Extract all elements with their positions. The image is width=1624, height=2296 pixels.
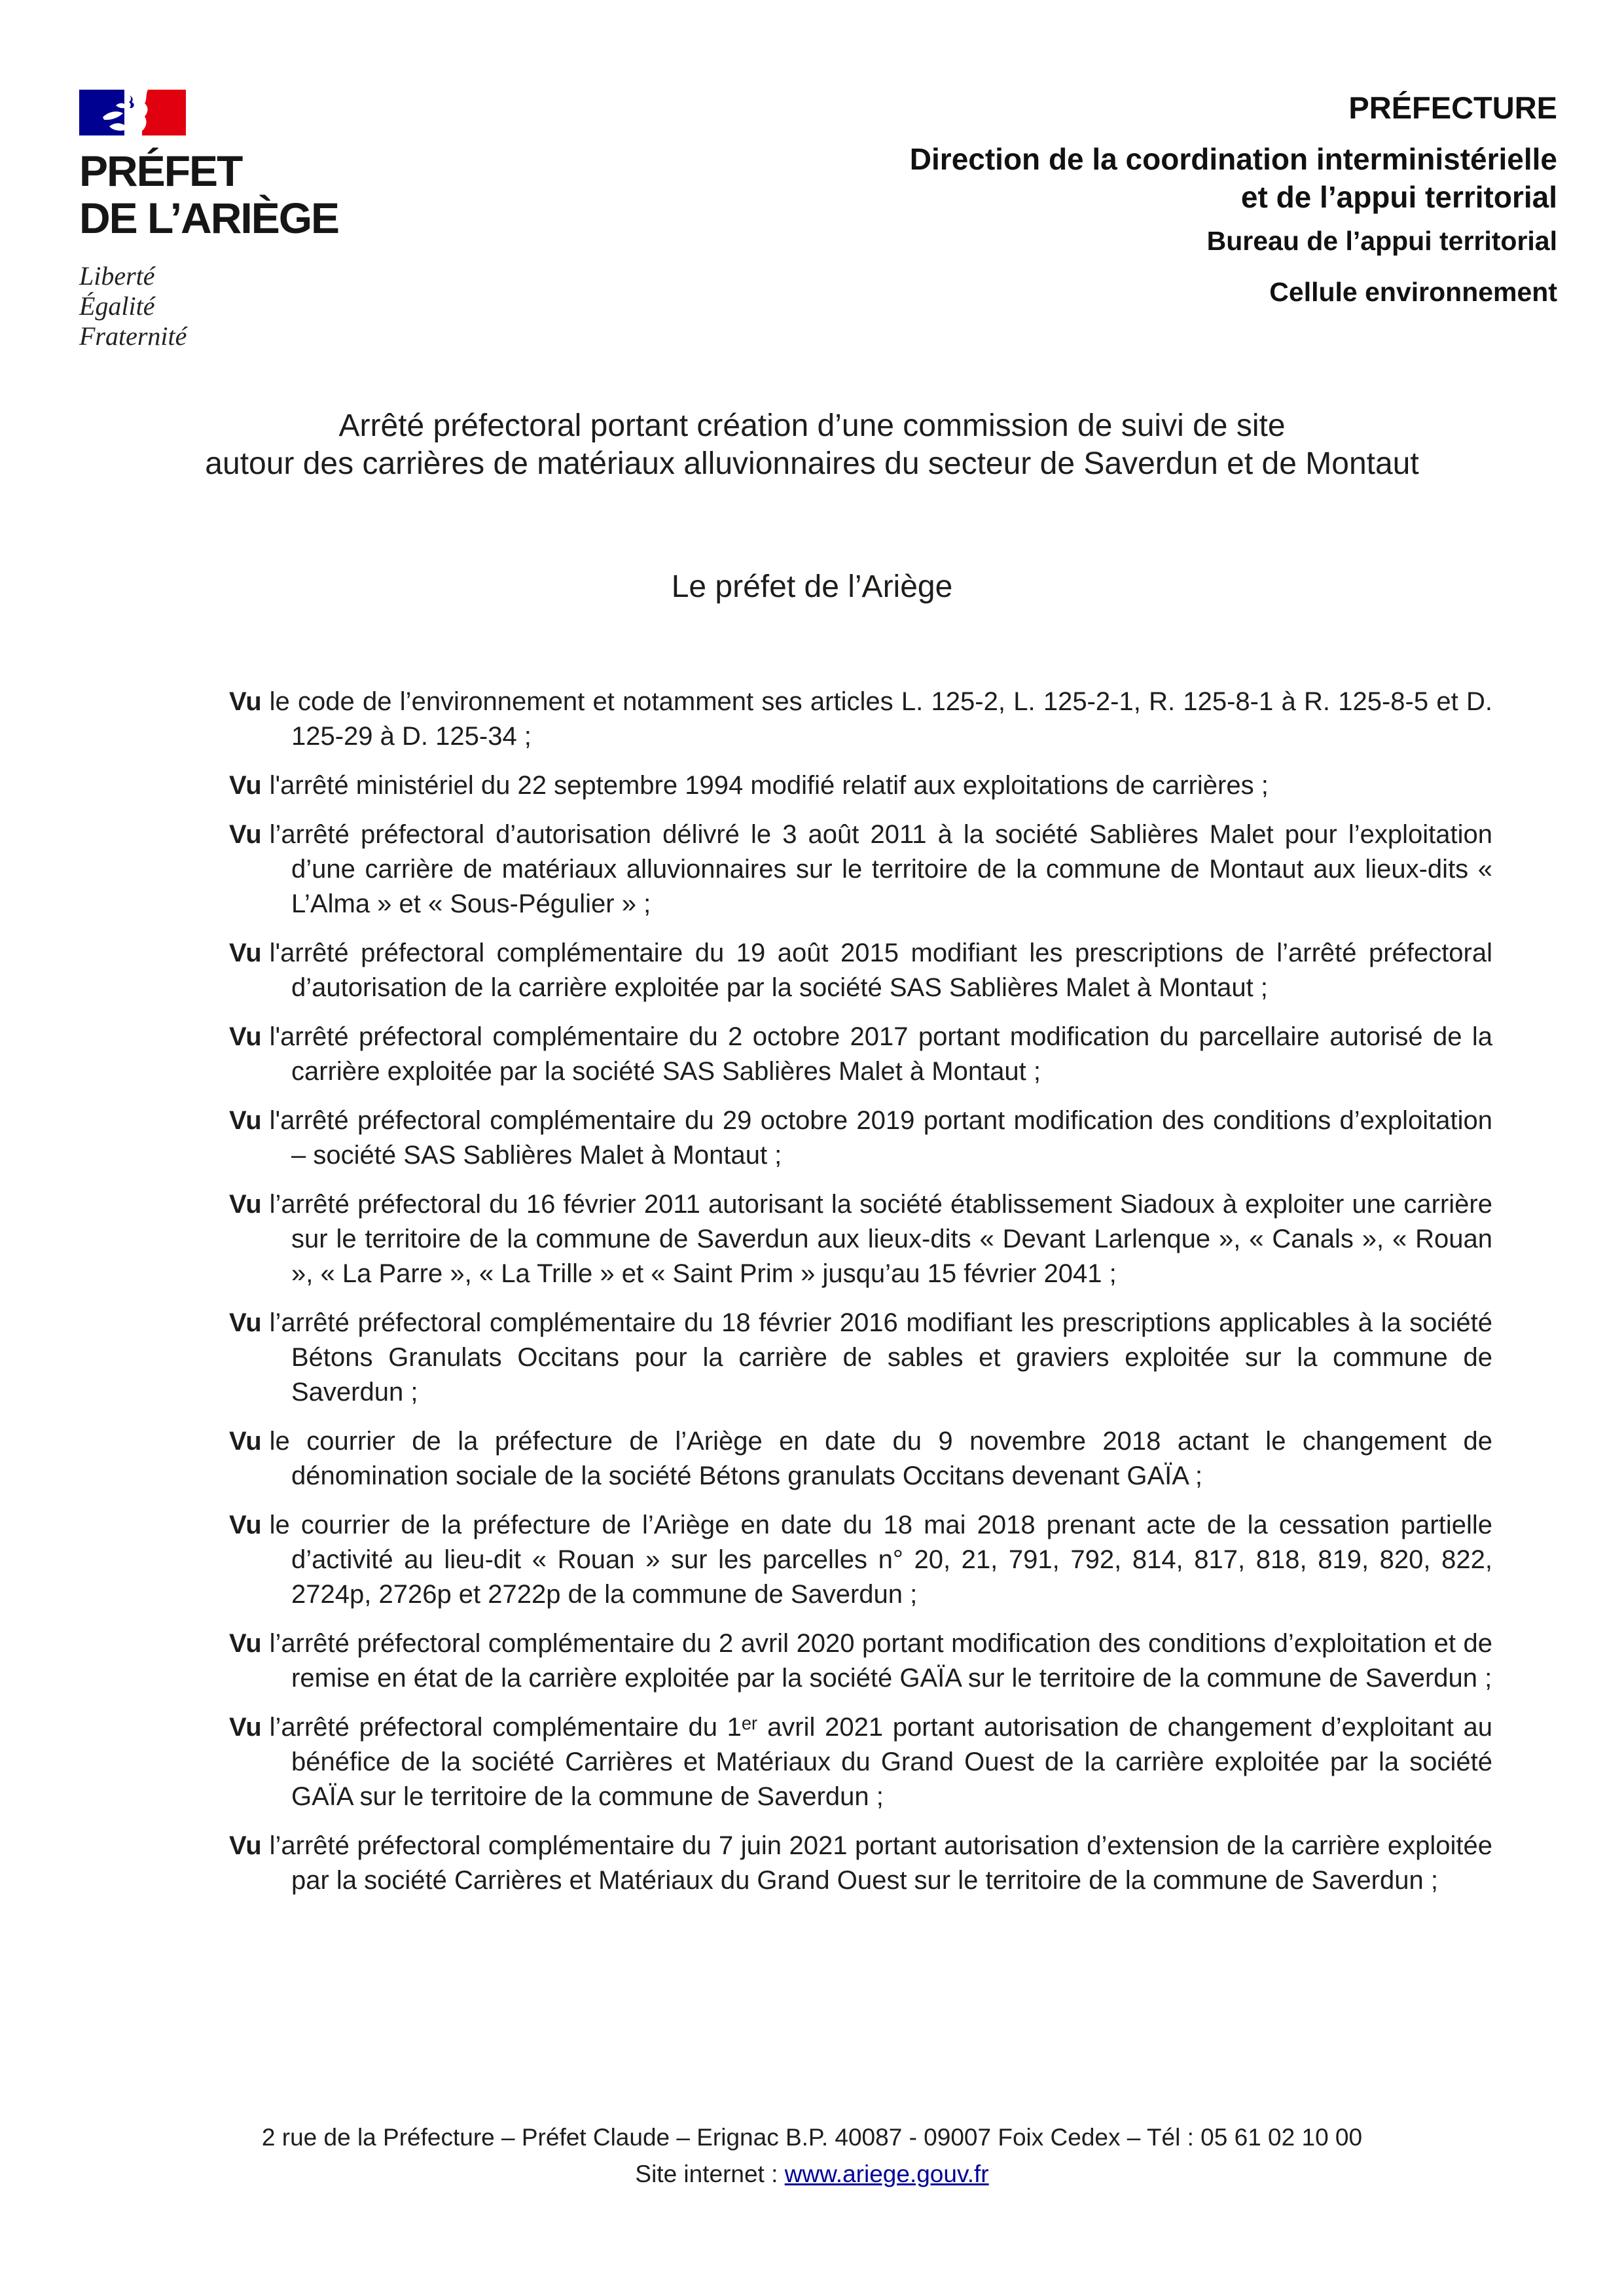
motto-liberte: Liberté xyxy=(79,261,155,291)
service-cellule: Cellule environnement xyxy=(1269,277,1557,307)
footer-address: 2 rue de la Préfecture – Préfet Claude – Erignac B.P. 40087 - 09007 Foix Cedex – Tél : 05 61 02 10 00 xyxy=(261,2124,1363,2151)
vu-label: Vu xyxy=(229,1308,262,1337)
vu-label: Vu xyxy=(229,771,262,800)
vu-text: l'arrêté préfectoral complémentaire du 2 octobre 2017 portant modification du parcellaire autorisé de la carrière exploitée par la société SAS Sablières Malet à Montaut ; xyxy=(269,1022,1492,1086)
vu-text: l’arrêté préfectoral complémentaire du 18 février 2016 modifiant les prescriptions applicables à la société Bétons Granulats Occitans pour la carrière de sables et graviers exploitée sur la commune de Saverdun ; xyxy=(269,1308,1492,1407)
vu-paragraph xyxy=(229,1829,1492,1898)
service-prefecture: PRÉFECTURE xyxy=(1348,90,1557,125)
footer-website-label: Site internet : xyxy=(635,2161,785,2187)
document-title xyxy=(0,407,1624,483)
logo-title xyxy=(79,147,338,242)
marianne-flag-icon xyxy=(79,90,186,135)
footer-website-line xyxy=(0,2156,1624,2193)
vu-text: l’arrêté préfectoral complémentaire du 2 avril 2020 portant modification des conditions d’exploitation et de remise en état de la carrière exploitée par la société GAÏA sur le territoire de la commune de Saverdun ; xyxy=(269,1629,1492,1693)
service-bureau: Bureau de l’appui territorial xyxy=(1206,226,1557,256)
vu-label: Vu xyxy=(229,1106,262,1135)
vu-label: Vu xyxy=(229,1713,262,1742)
vu-paragraph xyxy=(229,1306,1492,1410)
vu-paragraph xyxy=(229,936,1492,1005)
vu-label: Vu xyxy=(229,1427,262,1456)
vu-label: Vu xyxy=(229,820,262,849)
vu-text: l'arrêté ministériel du 22 septembre 1994 modifié relatif aux exploitations de carrières ; xyxy=(269,771,1269,800)
document-title-line2: autour des carrières de matériaux alluvionnaires du secteur de Saverdun et de Montaut xyxy=(205,446,1419,481)
motto-fraternite: Fraternité xyxy=(79,321,187,351)
vu-label: Vu xyxy=(229,939,262,967)
page-footer xyxy=(0,2119,1624,2193)
logo-title-line1: PRÉFET xyxy=(79,147,242,195)
vu-paragraph xyxy=(229,1103,1492,1173)
vu-label: Vu xyxy=(229,1831,262,1860)
vu-paragraph xyxy=(229,1508,1492,1612)
vu-text: l’arrêté préfectoral d’autorisation délivré le 3 août 2011 à la société Sablières Malet pour l’exploitation d’une carrière de matériaux alluvionnaires sur le territoire de la commune de Montaut aux lieux-dits « L’Alma » et « Sous-Pégulier » ; xyxy=(269,820,1492,918)
service-direction-line1: Direction de la coordination interministérielle xyxy=(909,142,1557,176)
vu-label: Vu xyxy=(229,1022,262,1051)
vu-text: l'arrêté préfectoral complémentaire du 19 août 2015 modifiant les prescriptions de l’arrêté préfectoral d’autorisation de la carrière exploitée par la société SAS Sablières Malet à Montaut ; xyxy=(269,939,1492,1002)
vu-text: l'arrêté préfectoral complémentaire du 29 octobre 2019 portant modification des conditions d’exploitation – société SAS Sablières Malet à Montaut ; xyxy=(269,1106,1492,1170)
vu-paragraph xyxy=(229,1424,1492,1494)
service-direction-line2: et de l’appui territorial xyxy=(1240,180,1557,214)
vu-paragraph xyxy=(229,1710,1492,1814)
vu-text: le code de l’environnement et notamment ses articles L. 125-2, L. 125-2-1, R. 125-8-1 à R. 125-8-5 et D. 125-29 à D. 125-34 ; xyxy=(269,687,1492,751)
issuing-service-block xyxy=(910,92,1557,306)
republic-logo xyxy=(79,90,338,351)
vu-paragraph xyxy=(229,768,1492,803)
vu-text: le courrier de la préfecture de l’Ariège en date du 9 novembre 2018 actant le changement de dénomination sociale de la société Bétons granulats Occitans devenant GAÏA ; xyxy=(269,1427,1492,1490)
vu-paragraph xyxy=(229,1020,1492,1089)
vu-label: Vu xyxy=(229,1511,262,1539)
vu-paragraph xyxy=(229,685,1492,754)
motto-egalite: Égalité xyxy=(79,291,155,321)
republic-motto xyxy=(79,261,338,351)
footer-website-link[interactable]: www.ariege.gouv.fr xyxy=(784,2161,989,2187)
vu-label: Vu xyxy=(229,687,262,716)
document-subtitle: Le préfet de l’Ariège xyxy=(671,569,953,604)
vu-text: l’arrêté préfectoral complémentaire du 7 juin 2021 portant autorisation d’extension de la carrière exploitée par la société Carrières et Matériaux du Grand Ouest sur le territoire de la commune de Saverdun ; xyxy=(269,1831,1492,1895)
vu-paragraph xyxy=(229,817,1492,922)
vu-text: le courrier de la préfecture de l’Ariège en date du 18 mai 2018 prenant acte de la cessation partielle d’activité au lieu-dit « Rouan » sur les parcelles n° 20, 21, 791, 792, 814, 817, 818, 819, 820, 822, 2724p, 2726p et 2722p de la commune de Saverdun ; xyxy=(269,1511,1492,1609)
vu-paragraph xyxy=(229,1626,1492,1696)
vu-label: Vu xyxy=(229,1629,262,1658)
logo-title-line2: DE L’ARIÈGE xyxy=(79,194,339,242)
vu-text: l’arrêté préfectoral du 16 février 2011 autorisant la société établissement Siadoux à exploiter une carrière sur le territoire de la commune de Saverdun aux lieux-dits « Devant Larlenque », « Canals », « Rouan », « La Parre », « La Trille » et « Saint Prim » jusqu’au 15 février 2041 ; xyxy=(269,1190,1492,1288)
vu-label: Vu xyxy=(229,1190,262,1219)
vu-paragraph-list xyxy=(229,685,1492,1912)
document-title-line1: Arrêté préfectoral portant création d’une commission de suivi de site xyxy=(338,408,1286,443)
vu-text: l’arrêté préfectoral complémentaire du 1ᵉʳ avril 2021 portant autorisation de changement d’exploitant au bénéfice de la société Carrières et Matériaux du Grand Ouest de la carrière exploitée par la société GAÏA sur le territoire de la commune de Saverdun ; xyxy=(269,1713,1492,1811)
vu-paragraph xyxy=(229,1187,1492,1291)
